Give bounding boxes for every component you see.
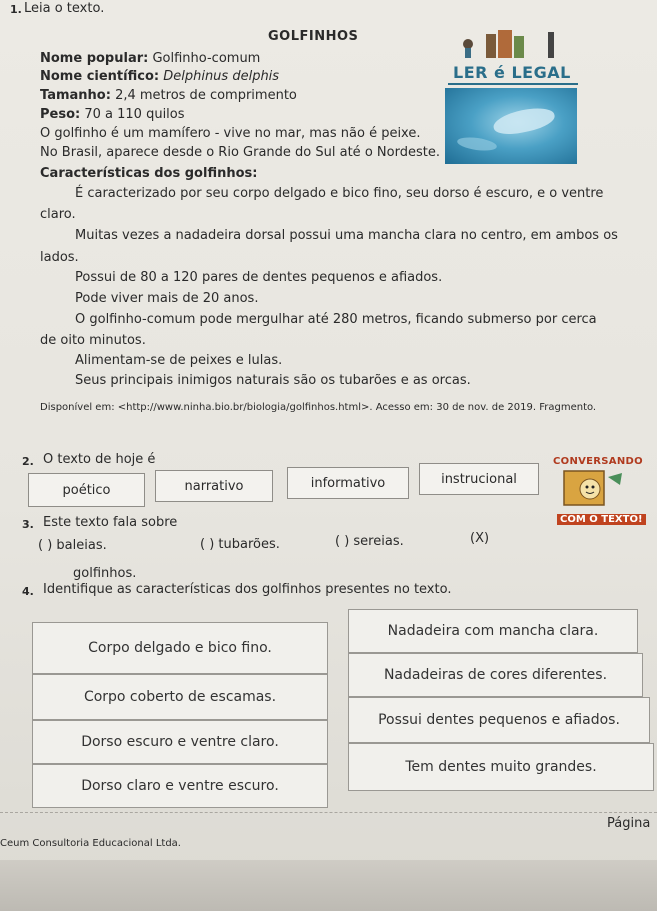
char-left-3[interactable]: Dorso escuro e ventre claro.: [32, 720, 328, 764]
scientific-name-row: [40, 69, 279, 84]
paragraph-6: Alimentam-se de peixes e lulas.: [75, 353, 283, 368]
exercise-4-number: 4.: [22, 585, 34, 598]
conv-face: [580, 479, 600, 499]
option-golfinhos-label: golfinhos.: [73, 566, 137, 581]
article-line-2: No Brasil, aparece desde o Rio Grande do Sul até o Nordeste.: [40, 145, 440, 160]
paragraph-1b: claro.: [40, 207, 76, 222]
paragraph-7: Seus principais inimigos naturais são os tubarões e as orcas.: [75, 373, 471, 388]
logo-building-3: [514, 36, 524, 58]
exercise-4-question: Identifique as características dos golfinhos presentes no texto.: [43, 582, 452, 597]
dolphin-shape-2: [456, 135, 497, 152]
option-narrativo[interactable]: narrativo: [155, 470, 273, 502]
weight-label: Peso:: [40, 107, 81, 122]
char-right-4[interactable]: Tem dentes muito grandes.: [348, 743, 654, 791]
logo-building-1: [486, 34, 496, 58]
char-left-1[interactable]: Corpo delgado e bico fino.: [32, 622, 328, 674]
size-value: 2,4 metros de comprimento: [115, 88, 297, 103]
article-title: GOLFINHOS: [268, 29, 359, 44]
dolphin-photo: [445, 88, 577, 164]
exercise-1-instruction: Leia o texto.: [24, 1, 105, 16]
scientific-name-label: Nome científico:: [40, 69, 160, 84]
footer-divider: [0, 812, 657, 813]
char-right-3[interactable]: Possui dentes pequenos e afiados.: [348, 697, 650, 743]
size-label: Tamanho:: [40, 88, 111, 103]
source-citation: Disponível em: <http://www.ninha.bio.br/biologia/golfinhos.html>. Acesso em: 30 de nov. de 2019. Fragmento.: [40, 402, 597, 413]
exercise-2-number: 2.: [22, 455, 34, 468]
conversando-title: CONVERSANDO: [553, 456, 643, 467]
logo-tower: [548, 32, 554, 58]
logo-figure-head: [463, 39, 473, 49]
popular-name-row: [40, 51, 260, 66]
weight-value: 70 a 110 quilos: [84, 107, 185, 122]
characteristics-heading: Características dos golfinhos:: [40, 166, 258, 181]
conv-eye-left: [586, 486, 589, 489]
paragraph-1a: É caracterizado por seu corpo delgado e bico fino, seu dorso é escuro, e o ventre: [75, 186, 604, 201]
paragraph-5a: O golfinho-comum pode mergulhar até 280 metros, ficando submerso por cerca: [75, 312, 597, 327]
scientific-name-value: Delphinus delphis: [163, 69, 280, 84]
popular-name-label: Nome popular:: [40, 51, 149, 66]
logo-building-2: [498, 30, 512, 58]
option-tubaroes[interactable]: ( ) tubarões.: [200, 537, 280, 552]
company-footer: Ceum Consultoria Educacional Ltda.: [0, 838, 181, 849]
size-row: [40, 88, 297, 103]
option-baleias[interactable]: ( ) baleias.: [38, 538, 107, 553]
weight-row: [40, 107, 185, 122]
option-informativo[interactable]: informativo: [287, 467, 409, 499]
paragraph-2b: lados.: [40, 250, 79, 265]
logo-figure-body: [465, 48, 471, 58]
conversando-subtitle: COM O TEXTO!: [557, 514, 646, 525]
option-instrucional[interactable]: instrucional: [419, 463, 539, 495]
char-right-2[interactable]: Nadadeiras de cores diferentes.: [348, 653, 643, 697]
page-shadow: [0, 860, 657, 911]
conv-eye-right: [592, 486, 595, 489]
exercise-3-question: Este texto fala sobre: [43, 515, 178, 530]
conv-speech: [608, 473, 622, 485]
char-left-4[interactable]: Dorso claro e ventre escuro.: [32, 764, 328, 808]
paragraph-3: Possui de 80 a 120 pares de dentes pequenos e afiados.: [75, 270, 443, 285]
page-label: Página: [607, 816, 651, 831]
exercise-2-question: O texto de hoje é: [43, 452, 156, 467]
popular-name-value: Golfinho-comum: [152, 51, 261, 66]
dolphin-shape: [491, 104, 556, 138]
article-line-1: O golfinho é um mamífero - vive no mar, mas não é peixe.: [40, 126, 421, 141]
paragraph-5b: de oito minutos.: [40, 333, 146, 348]
char-left-2[interactable]: Corpo coberto de escamas.: [32, 674, 328, 720]
paragraph-2a: Muitas vezes a nadadeira dorsal possui uma mancha clara no centro, em ambos os: [75, 228, 618, 243]
option-golfinhos-marked[interactable]: (X): [470, 531, 490, 546]
logo-underline: [448, 83, 578, 85]
exercise-1-number: 1.: [10, 3, 22, 16]
option-sereias[interactable]: ( ) sereias.: [335, 534, 404, 549]
option-poetico[interactable]: poético: [28, 473, 145, 507]
paragraph-4: Pode viver mais de 20 anos.: [75, 291, 259, 306]
ler-e-legal-text: LER é LEGAL: [453, 63, 571, 82]
exercise-3-number: 3.: [22, 518, 34, 531]
char-right-1[interactable]: Nadadeira com mancha clara.: [348, 609, 638, 653]
